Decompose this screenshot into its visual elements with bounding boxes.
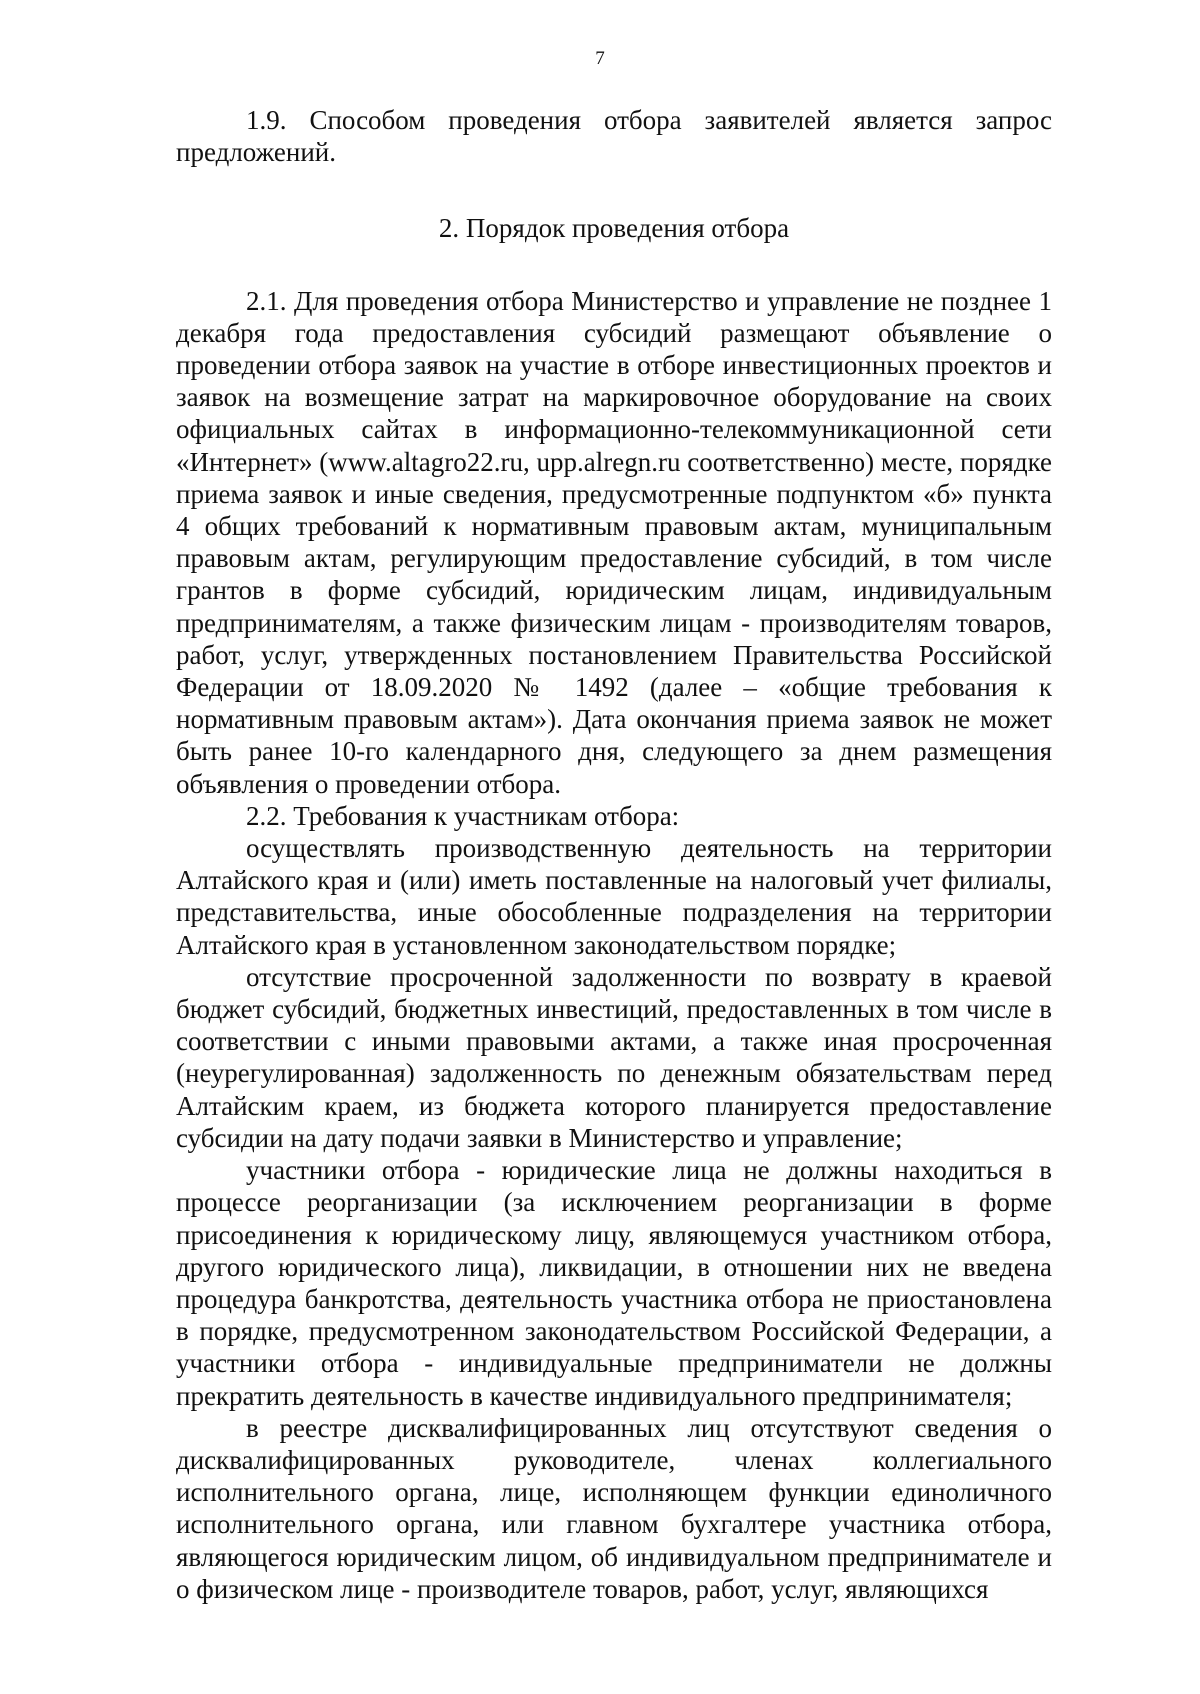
requirement-no-overdue-debt: отсутствие просроченной задолженности по возврату в краевой бюджет субсидий, бюджетных инвестиций, предоставленных в том числе в соответствии с иными правовыми актами, а также иная просроченная (неурегулированная) задолженность по денежным обязательствам перед Алтайским краем, из бюджета которого планируется предоставление субсидии на дату подачи заявки в Министерство и управление; [176, 961, 1052, 1153]
requirement-no-reorganization: участники отбора - юридические лица не должны находиться в процессе реорганизации (за исключением реорганизации в форме присоединения к юридическому лицу, являющемуся участником отбора, другого юридического лица), ликвидации, в отношении них не введена процедура банкротства, деятельность участника отбора не приостановлена в порядке, предусмотренном законодательством Российской Федерации, а участники отбора - индивидуальные предприниматели не должны прекратить деятельность в качестве индивидуального предпринимателя; [176, 1155, 1052, 1411]
page-number: 7 [595, 48, 605, 69]
requirement-production-activity: осуществлять производственную деятельность на территории Алтайского края и (или) иметь поставленные на налоговый учет филиалы, представительства, иные обособленные подразделения на территории Алтайского края в установленном законодательством порядке; [176, 833, 1052, 960]
requirement-disqualified-persons: в реестре дисквалифицированных лиц отсутствуют сведения о дисквалифицированных руководителе, членах коллегиального исполнительного органа, лице, исполняющем функции единоличного исполнительного органа, или главном бухгалтере участника отбора, являющегося юридическим лицом, об индивидуальном предпринимателе и о физическом лице - производителе товаров, работ, услуг, являющихся [176, 1412, 1052, 1604]
paragraph-2-2: 2.2. Требования к участникам отбора: [246, 800, 680, 831]
document-body [176, 104, 1052, 1605]
paragraph-1-9: 1.9. Способом проведения отбора заявителей является запрос предложений. [176, 105, 1052, 168]
paragraph-2-1: 2.1. Для проведения отбора Министерство и управление не позднее 1 декабря года предоставления субсидий размещают объявление о проведении отбора заявок на участие в отборе инвестиционных проектов и заявок на возмещение затрат на маркировочное оборудование на своих официальных сайтах в информационно-телекоммуникационной сети «Интернет» (www.altagro22.ru, upp.alregn.ru соответственно) месте, порядке приема заявок и иные сведения, предусмотренные подпунктом «б» пункта 4 общих требований к нормативным правовым актам, муниципальным правовым актам, регулирующим предоставление субсидий, в том числе грантов в форме субсидий, юридическим лицам, индивидуальным предпринимателям, а также физическим лицам - производителям товаров, работ, услуг, утвержденных постановлением Правительства Российской Федерации от 18.09.2020 № 1492 (далее – «общие требования к нормативным правовым актам»). Дата окончания приема заявок не может быть ранее 10-го календарного дня, следующего за днем размещения объявления о проведении отбора. [176, 285, 1052, 799]
section-heading-2: 2. Порядок проведения отбора [438, 213, 790, 244]
